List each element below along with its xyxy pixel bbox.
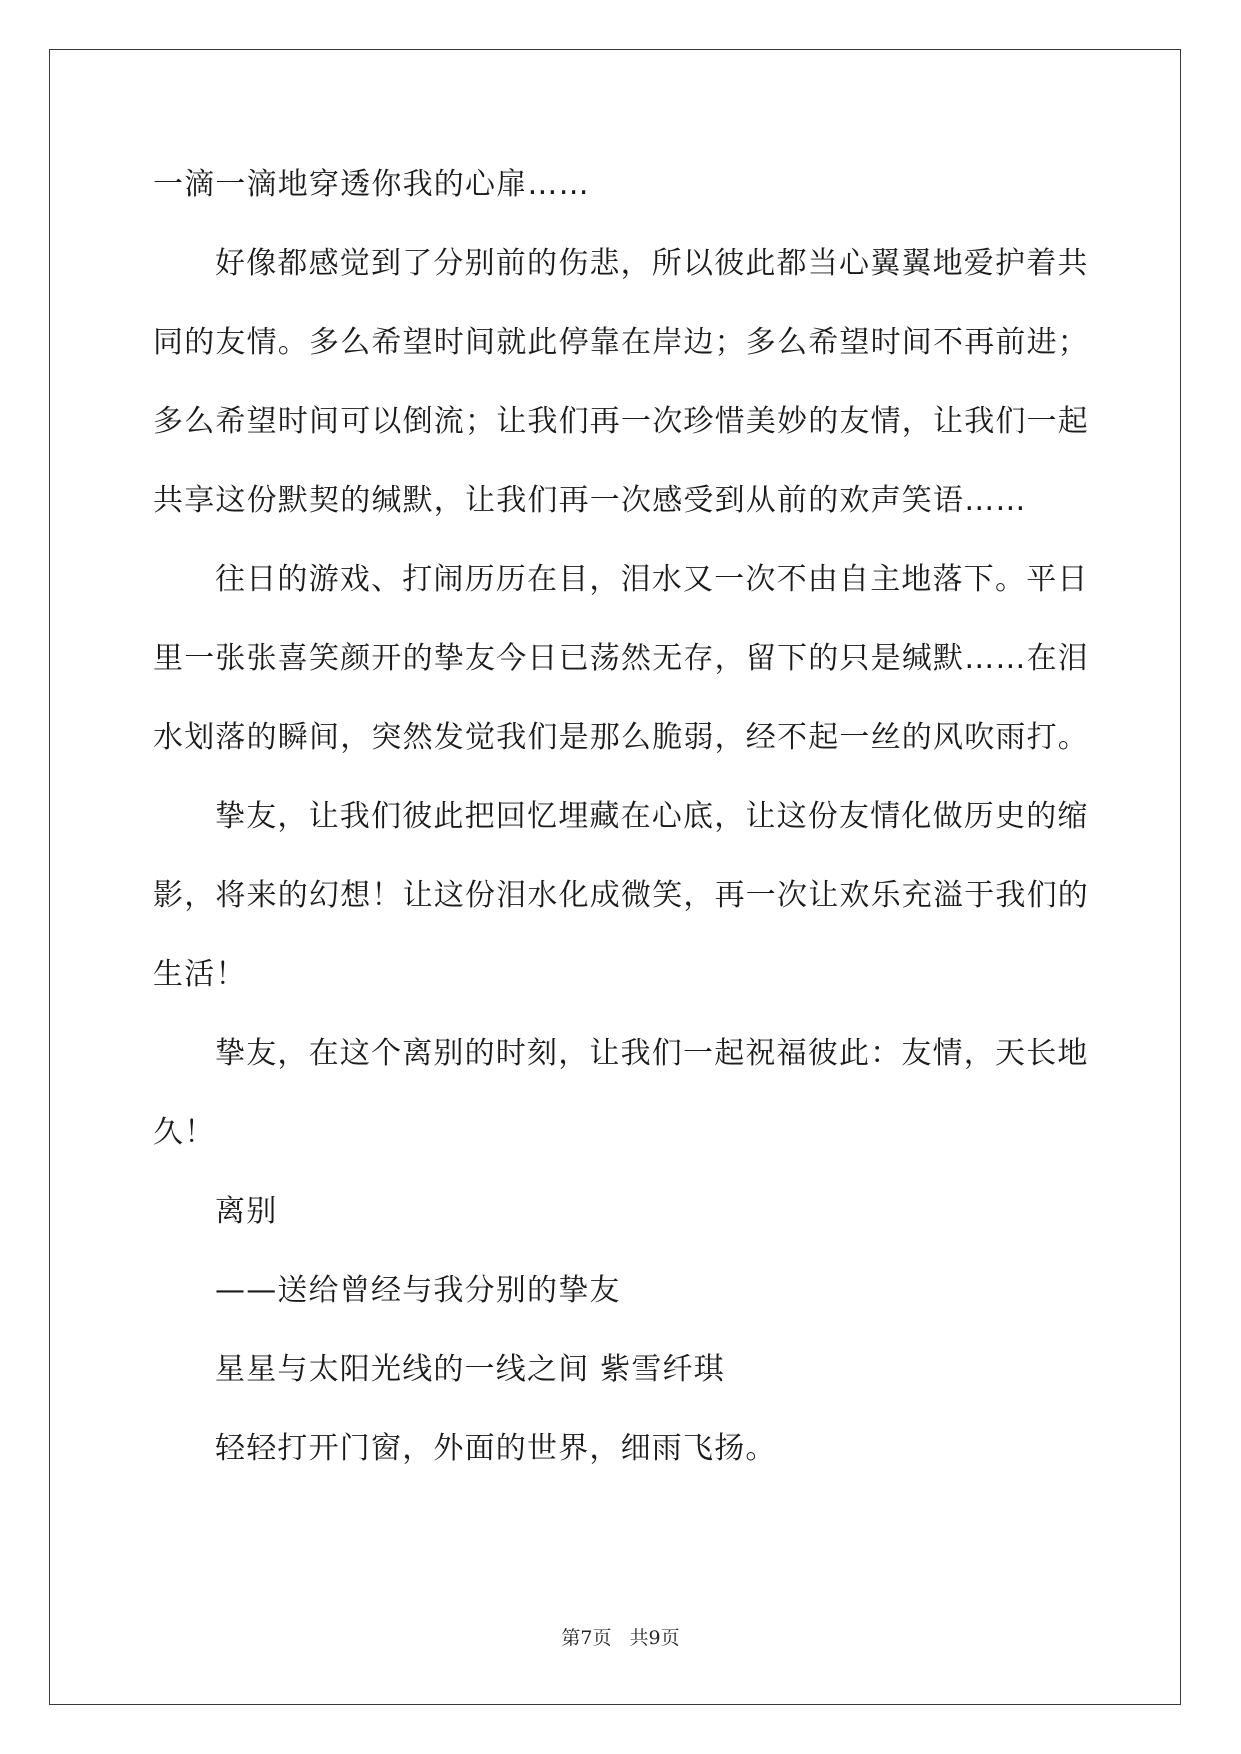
text-line: 挚友，在这个离别的时刻，让我们一起祝福彼此：友情，天长地	[215, 1036, 1089, 1071]
text-line: 共享这份默契的缄默，让我们再一次感受到从前的欢声笑语……	[153, 483, 1027, 518]
page-number: 第7页	[561, 1627, 612, 1649]
text-line: 里一张张喜笑颜开的挚友今日已荡然无存，留下的只是缄默……在泪	[153, 641, 1089, 676]
poem-title: 离别	[215, 1194, 278, 1229]
poem-author: 星星与太阳光线的一线之间 紫雪纤琪	[215, 1352, 725, 1387]
text-line: 挚友，让我们彼此把回忆埋藏在心底，让这份友情化做历史的缩	[215, 799, 1089, 834]
text-line: 多么希望时间可以倒流；让我们再一次珍惜美妙的友情，让我们一起	[153, 404, 1089, 439]
text-line: 轻轻打开门窗，外面的世界，细雨飞扬。	[215, 1431, 777, 1466]
text-line: 好像都感觉到了分别前的伤悲，所以彼此都当心翼翼地爱护着共	[215, 246, 1089, 281]
page-footer	[0, 1623, 1241, 1650]
document-body	[153, 160, 1089, 1503]
text-line: 久！	[153, 1115, 216, 1150]
page-total: 共9页	[629, 1627, 680, 1649]
text-line: 往日的游戏、打闹历历在目，泪水又一次不由自主地落下。平日	[215, 562, 1089, 597]
text-line: 一滴一滴地穿透你我的心扉……	[153, 167, 590, 202]
text-line: 影，将来的幻想！让这份泪水化成微笑，再一次让欢乐充溢于我们的	[153, 878, 1089, 913]
poem-subtitle: ——送给曾经与我分别的挚友	[215, 1273, 621, 1308]
text-line: 同的友情。多么希望时间就此停靠在岸边；多么希望时间不再前进；	[153, 325, 1089, 360]
text-line: 水划落的瞬间，突然发觉我们是那么脆弱，经不起一丝的风吹雨打。	[153, 720, 1089, 755]
text-line: 生活！	[153, 957, 247, 992]
